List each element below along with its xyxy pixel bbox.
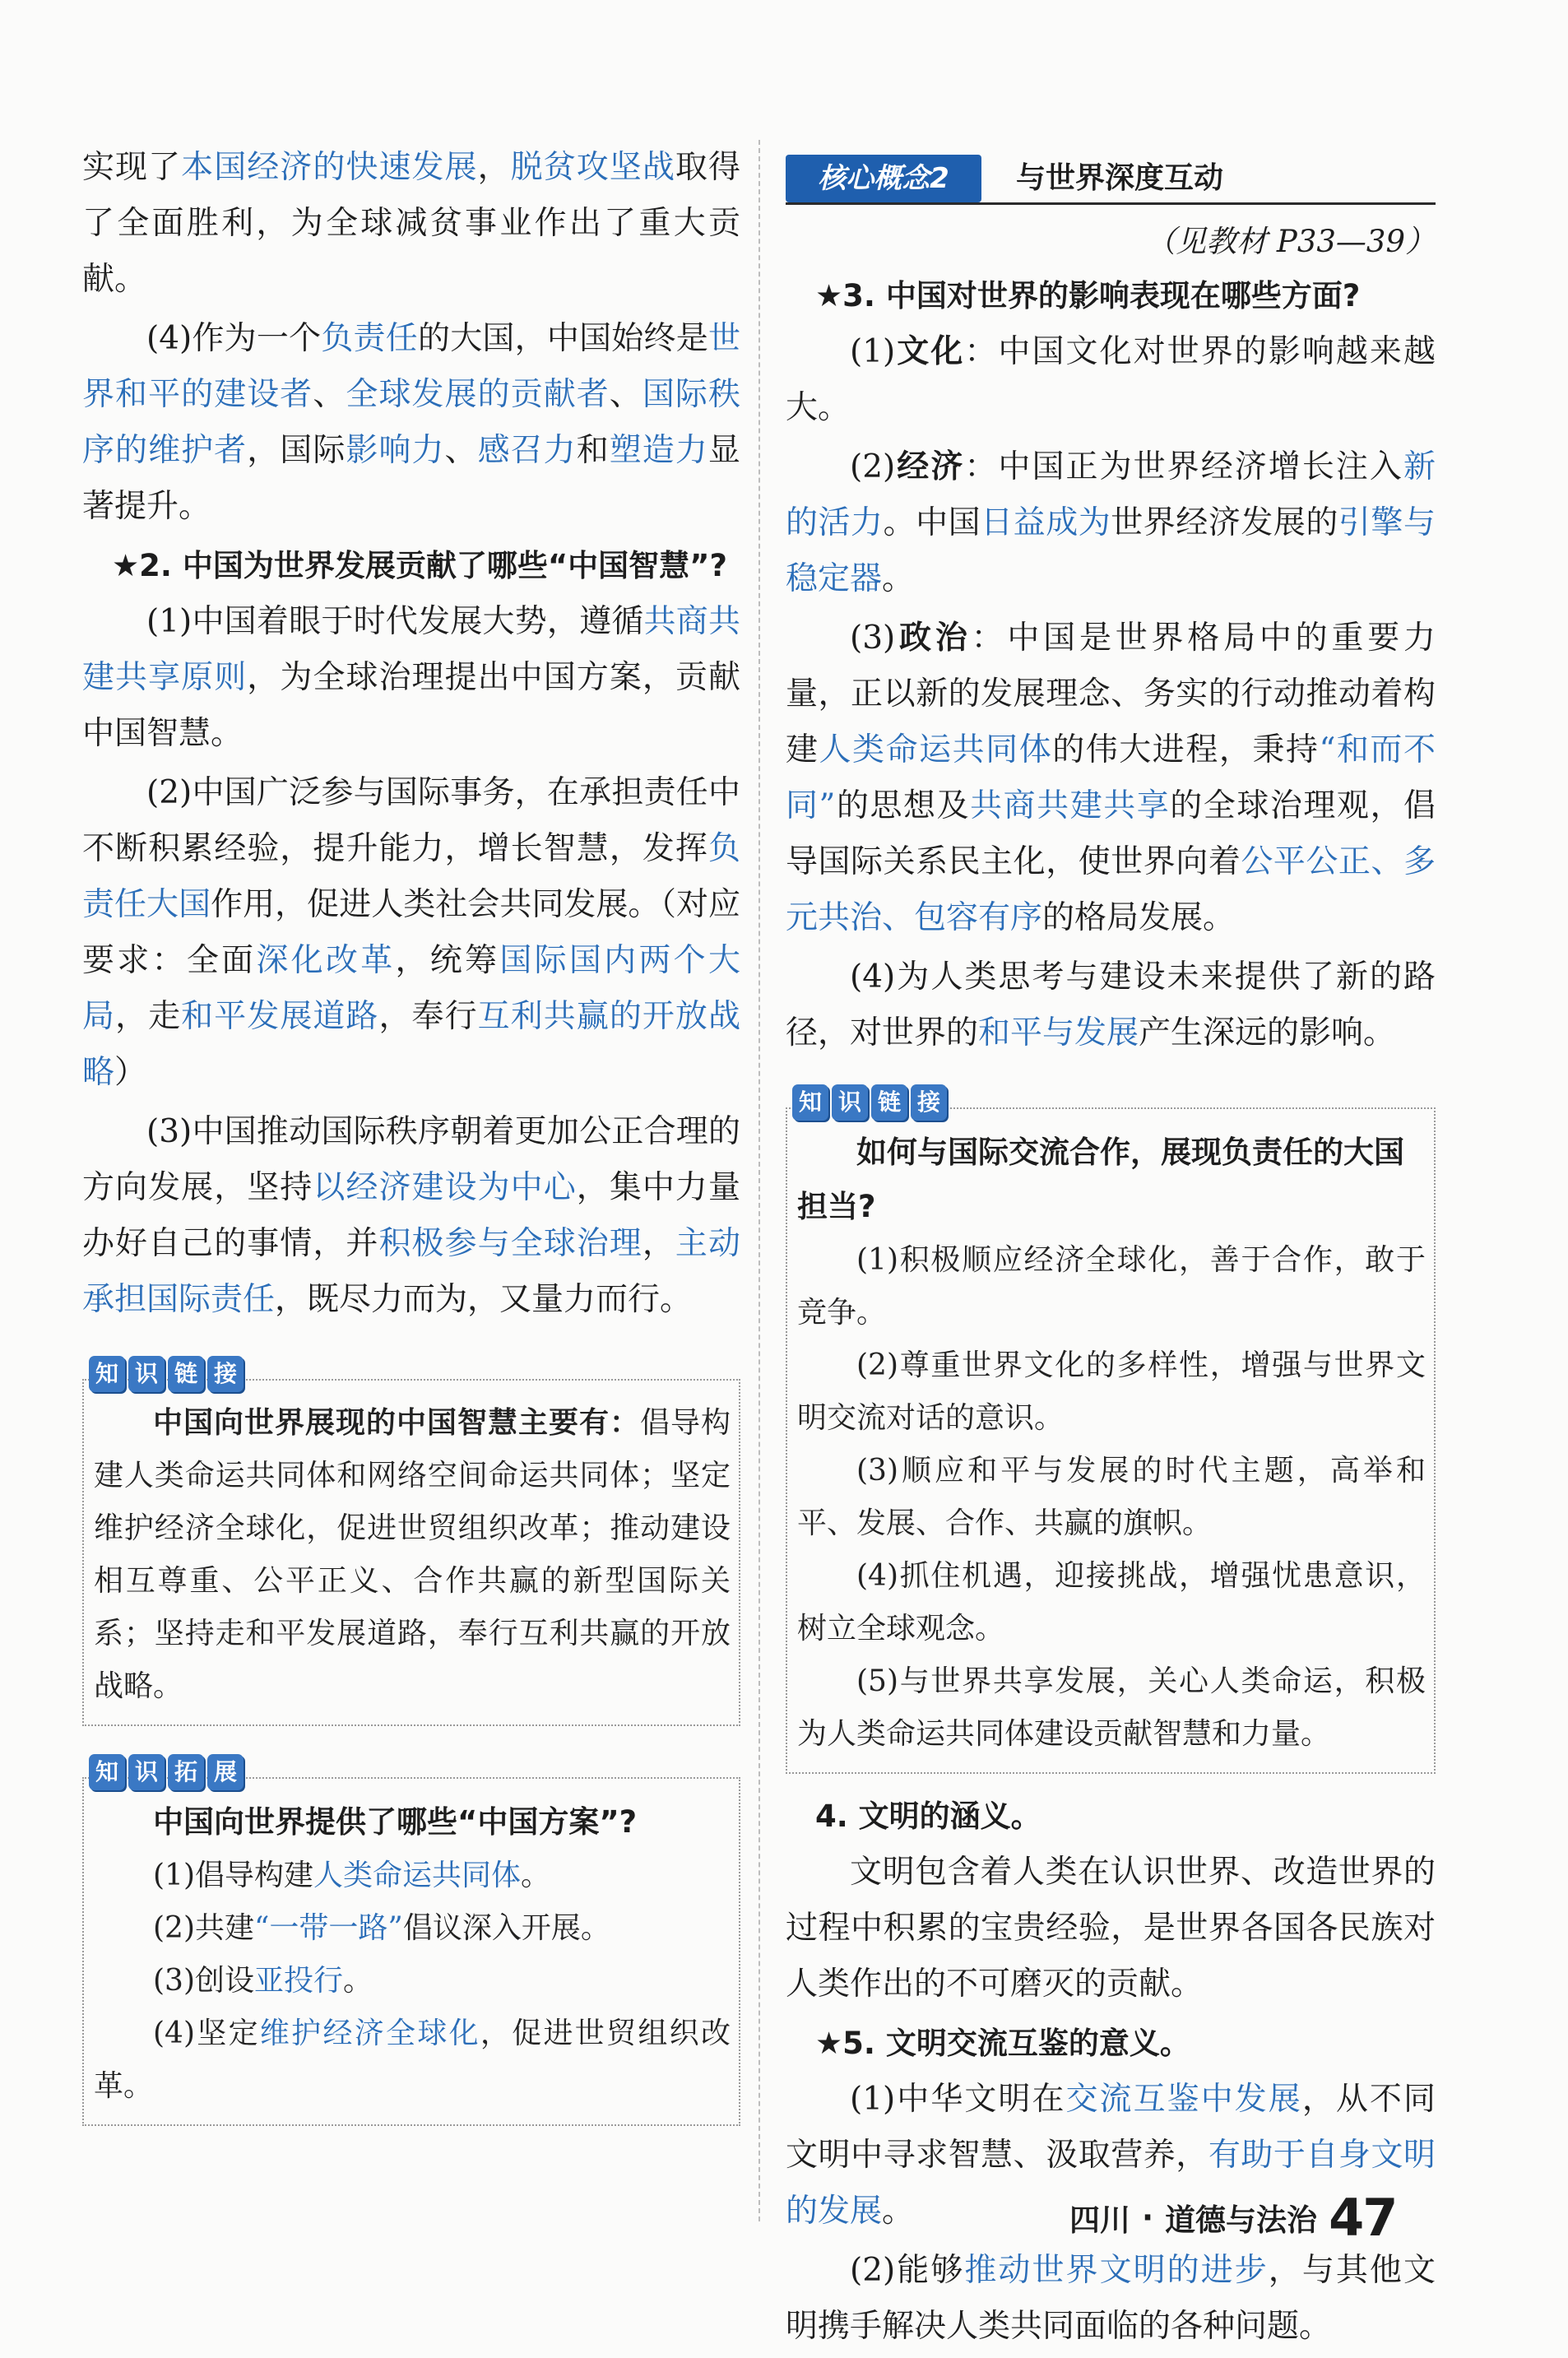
highlighted-term: 亚投行 xyxy=(254,1964,344,1998)
tag-char: 链 xyxy=(168,1356,204,1392)
tag-char: 识 xyxy=(128,1754,165,1790)
knowledge-link-box xyxy=(82,1360,740,1726)
highlighted-term: 推动世界文明的进步 xyxy=(964,2252,1269,2289)
box-text xyxy=(94,1397,731,1713)
box-item: (3)顺应和平与发展的时代主题，高举和平、发展、合作、共赢的旗帜。 xyxy=(797,1454,1426,1540)
highlighted-term: 和平与发展 xyxy=(978,1014,1139,1051)
highlighted-term: 积极参与全球治理 xyxy=(378,1225,643,1262)
bold-term: 政治 xyxy=(895,620,972,657)
highlighted-term: 影响力 xyxy=(346,432,445,469)
paragraph: (1)中华文明在交流互鉴中发展，从不同文明中寻求智慧、汲取营养，有助于自身文明的发展。 xyxy=(786,2081,1436,2230)
paragraph: (4)为人类思考与建设未来提供了新的路径，对世界的和平与发展产生深远的影响。 xyxy=(786,959,1436,1051)
paragraph: (1)文化：中国文化对世界的影响越来越大。 xyxy=(786,333,1436,426)
paragraph: (3)政治：中国是世界格局中的重要力量，正以新的发展理念、务实的行动推动着构建人类命运共同体的伟大进程，秉持“和而不同”的思想及共商共建共享的全球治理观，倡导国际关系民主化，使世界向着公平公正、多元共治、包容有序的格局发展。 xyxy=(786,620,1436,936)
highlighted-term: 公平公正、多元共治、包容有序 xyxy=(786,843,1436,936)
box-item: (2)共建“一带一路”倡议深入开展。 xyxy=(153,1911,610,1945)
paragraph: (3)中国推动国际秩序朝着更加公正合理的方向发展，坚持以经济建设为中心，集中力量办好自己的事情，并积极参与全球治理，主动承担国际责任，既尽力而为，又量力而行。 xyxy=(82,1113,740,1318)
highlighted-term: 全球发展的贡献者 xyxy=(346,376,610,413)
page-number: 47 xyxy=(1329,2187,1397,2248)
tag-char: 知 xyxy=(89,1356,125,1392)
box-item: (4)抓住机遇，迎接挑战，增强忧患意识，树立全球观念。 xyxy=(797,1559,1426,1645)
highlighted-term: 深化改革 xyxy=(256,942,396,979)
separator-dot: · xyxy=(1142,2199,1154,2235)
knowledge-link-box xyxy=(786,1088,1436,1774)
knowledge-extension-box xyxy=(82,1758,740,2126)
bold-term: 文化 xyxy=(895,333,965,370)
highlighted-term: 主动承担国际责任 xyxy=(82,1225,740,1318)
question-heading: ★2. 中国为世界发展贡献了哪些“中国智慧”? xyxy=(112,548,727,583)
highlighted-term: 日益成为 xyxy=(981,504,1111,541)
highlighted-term: “一带一路” xyxy=(254,1911,403,1945)
highlighted-term: 维护经济全球化 xyxy=(259,2017,480,2050)
highlighted-term: 世界和平的建设者 xyxy=(82,320,740,413)
tag-char: 展 xyxy=(207,1754,244,1790)
highlighted-term: 国际秩序的维护者 xyxy=(82,376,740,469)
highlighted-term: 国际国内两个大局 xyxy=(82,942,740,1035)
tag-char: 识 xyxy=(128,1356,165,1392)
paragraph: (4)作为一个负责任的大国，中国始终是世界和平的建设者、全球发展的贡献者、国际秩序的维护者，国际影响力、感召力和塑造力显著提升。 xyxy=(82,320,740,525)
highlighted-term: 新的活力 xyxy=(786,448,1436,541)
highlighted-term: 有助于自身文明的发展 xyxy=(786,2137,1436,2230)
box-item: (1)倡导构建人类命运共同体。 xyxy=(153,1859,551,1892)
box-heading: 中国向世界展现的中国智慧主要有： xyxy=(153,1406,640,1440)
box-heading: 如何与国际交流合作，展现负责任的大国担当? xyxy=(797,1135,1404,1224)
textbook-reference: （见教材 P33—39） xyxy=(1145,224,1436,259)
box-item: (3)创设亚投行。 xyxy=(153,1964,373,1998)
paragraph: (1)中国着眼于时代发展大势，遵循共商共建共享原则，为全球治理提出中国方案，贡献中国智慧。 xyxy=(82,603,740,752)
box-heading: 中国向世界提供了哪些“中国方案”? xyxy=(153,1804,638,1840)
tag-char: 链 xyxy=(871,1084,907,1121)
box-item: (2)尊重世界文化的多样性，增强与世界文明交流对话的意识。 xyxy=(797,1348,1426,1435)
header-rule xyxy=(786,202,1436,205)
tag-char: 接 xyxy=(207,1356,244,1392)
highlighted-term: 共商共建共享 xyxy=(970,787,1171,824)
highlighted-term: 互利共赢的开放战略 xyxy=(82,998,740,1091)
section-title: 与世界深度互动 xyxy=(1016,161,1224,195)
highlighted-term: 塑造力 xyxy=(609,432,708,469)
column-divider xyxy=(758,140,760,2221)
paragraph: (2)经济：中国正为世界经济增长注入新的活力。中国日益成为世界经济发展的引擎与稳定器。 xyxy=(786,448,1436,597)
tag-char: 接 xyxy=(911,1084,947,1121)
knowledge-link-tag xyxy=(89,1356,244,1392)
question-heading: ★5. 文明交流互鉴的意义。 xyxy=(815,2026,1190,2061)
highlighted-term: 交流互鉴中发展 xyxy=(1065,2081,1302,2118)
paragraph: (2)中国广泛参与国际事务，在承担责任中不断积累经验，提升能力，增长智慧，发挥负责任大国作用，促进人类社会共同发展。（对应要求：全面深化改革，统筹国际国内两个大局，走和平发展道路，奉行互利共赢的开放战略） xyxy=(82,774,740,1091)
highlighted-term: 负责任大国 xyxy=(82,830,740,923)
page-footer xyxy=(1069,2184,1396,2250)
tag-char: 拓 xyxy=(168,1754,204,1790)
highlighted-term: 感召力 xyxy=(477,432,577,469)
province-label: 四川 xyxy=(1069,2203,1130,2238)
highlighted-term: 本国经济的快速发展 xyxy=(181,149,478,186)
tag-char: 知 xyxy=(89,1754,125,1790)
box-body: 倡导构建人类命运共同体和网络空间命运共同体；坚定维护经济全球化，促进世贸组织改革；推动建设相互尊重、公平正义、合作共赢的新型国际关系；坚持走和平发展道路，奉行互利共赢的开放战略。 xyxy=(94,1406,731,1703)
question-heading: ★3. 中国对世界的影响表现在哪些方面? xyxy=(815,278,1361,313)
paragraph: (2)能够推动世界文明的进步，与其他文明携手解决人类共同面临的各种问题。 xyxy=(786,2252,1436,2345)
knowledge-extension-tag xyxy=(89,1754,244,1790)
highlighted-term: 引擎与稳定器 xyxy=(786,504,1436,597)
box-item: (4)坚定维护经济全球化，促进世贸组织改革。 xyxy=(94,2017,731,2103)
paragraph: 实现了本国经济的快速发展，脱贫攻坚战取得了全面胜利，为全球减贫事业作出了重大贡献。 xyxy=(82,149,740,298)
highlighted-term: 人类命运共同体 xyxy=(819,731,1053,768)
knowledge-link-tag xyxy=(792,1084,947,1121)
highlighted-term: 和平发展道路 xyxy=(181,998,379,1035)
section-header xyxy=(786,155,1436,212)
highlighted-term: 人类命运共同体 xyxy=(313,1859,522,1892)
highlighted-term: 负责任 xyxy=(321,320,418,357)
box-item: (5)与世界共享发展，关心人类命运，积极为人类命运共同体建设贡献智慧和力量。 xyxy=(797,1664,1426,1751)
tag-char: 知 xyxy=(792,1084,828,1121)
core-concept-badge: 核心概念2 xyxy=(786,155,981,202)
bold-term: 经济 xyxy=(895,448,965,485)
paragraph: 文明包含着人类在认识世界、改造世界的过程中积累的宝贵经验，是世界各国各民族对人类作出的不可磨灭的贡献。 xyxy=(786,1854,1436,2003)
highlighted-term: “和而不同” xyxy=(786,731,1436,824)
highlighted-term: 以经济建设为中心 xyxy=(313,1169,577,1206)
left-column xyxy=(82,140,740,2126)
question-heading: 4. 文明的涵义。 xyxy=(815,1799,1041,1834)
right-column xyxy=(786,140,1436,2358)
highlighted-term: 脱贫攻坚战 xyxy=(510,149,675,186)
box-item: (1)积极顺应经济全球化，善于合作，敢于竞争。 xyxy=(797,1243,1426,1330)
subject-label: 道德与法治 xyxy=(1165,2203,1318,2238)
highlighted-term: 共商共建共享原则 xyxy=(82,603,740,696)
tag-char: 识 xyxy=(832,1084,868,1121)
